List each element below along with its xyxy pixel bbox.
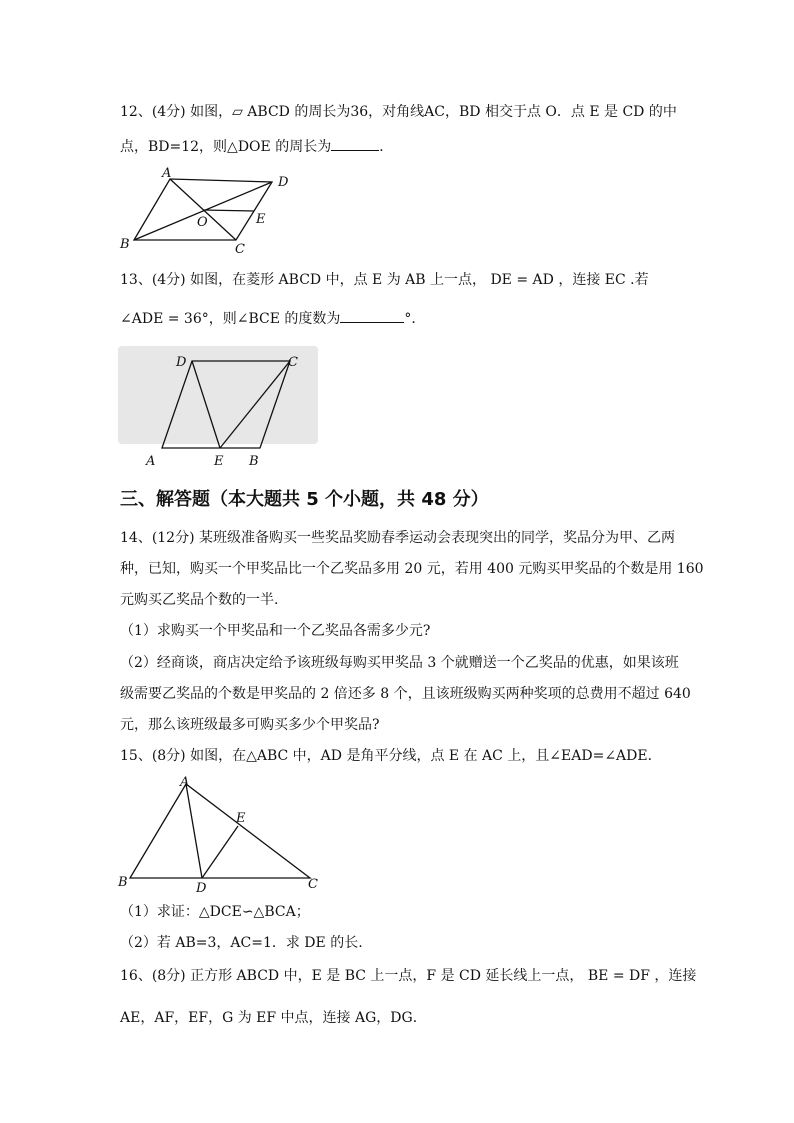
- q15-triangle-figure: [112, 774, 328, 896]
- q14-part-2-line-1: （2）经商谈，商店决定给予该班级每购买甲奖品 3 个就赠送一个乙奖品的优惠，如果该班: [120, 655, 679, 671]
- q12-line-2: [120, 134, 393, 157]
- q15-label-c: C: [308, 877, 318, 892]
- q13-rhombus-figure: [116, 342, 326, 470]
- q12-label-e: E: [256, 212, 266, 227]
- q13-answer-blank: [340, 306, 404, 323]
- q13-line-1: 13、(4分) 如图，在菱形 ABCD 中，点 E 为 AB 上一点， DE = AD ，连接 EC .若: [120, 272, 649, 288]
- q12-label-c: C: [235, 242, 245, 256]
- q15-line-1: 15、(8分) 如图，在△ABC 中，AD 是角平分线，点 E 在 AC 上，且∠EAD=∠ADE．: [120, 748, 662, 764]
- q13-label-a: A: [146, 454, 156, 469]
- q15-segment-ad: [186, 784, 202, 878]
- q12-label-a: A: [162, 166, 172, 181]
- q13-label-c: C: [288, 355, 298, 370]
- q16-line-2: AE，AF，EF，G 为 EF 中点，连接 AG，DG．: [120, 1010, 427, 1026]
- q13-line-2: [120, 306, 425, 329]
- q12-line-2-end: ．: [379, 139, 394, 155]
- q14-line-3: 元购买乙奖品个数的一半.: [120, 592, 279, 608]
- q12-label-b: B: [120, 237, 130, 252]
- q15-part-2: （2）若 AB=3，AC=1．求 DE 的长.: [120, 935, 363, 951]
- q13-line-2-end: °．: [404, 311, 426, 327]
- q14-line-1: 14、(12分) 某班级准备购买一些奖品奖励春季运动会表现突出的同学，奖品分为甲、乙两: [120, 530, 676, 546]
- q12-parallelogram-figure: [112, 164, 312, 256]
- q14-line-2: 种，已知，购买一个甲奖品比一个乙奖品多用 20 元，若用 400 元购买甲奖品的个数是用 160: [120, 561, 704, 577]
- q15-triangle-abc: [130, 784, 310, 878]
- q14-part-2-line-2: 级需要乙奖品的个数是甲奖品的 2 倍还多 8 个，且该班级购买两种奖项的总费用不超过 640: [120, 686, 691, 702]
- q14-part-2-line-3: 元，那么该班级最多可购买多少个甲奖品?: [120, 717, 380, 733]
- q15-segment-de: [202, 826, 238, 878]
- q12-diagonal-ac: [170, 179, 236, 240]
- q13-line-2-text: ∠ADE = 36°，则∠BCE 的度数为: [120, 311, 341, 327]
- q15-label-b: B: [118, 875, 128, 890]
- q15-label-a: A: [180, 775, 190, 790]
- q13-label-e: E: [214, 454, 224, 469]
- q12-answer-blank: [331, 134, 379, 151]
- q13-label-d: D: [176, 355, 187, 370]
- q12-segment-oe: [203, 210, 254, 211]
- section-3-heading: 三、解答题（本大题共 5 个小题，共 48 分）: [120, 489, 489, 510]
- q14-part-1: （1）求购买一个甲奖品和一个乙奖品各需多少元?: [120, 623, 431, 639]
- q12-line-2-text: 点，BD=12，则△DOE 的周长为: [120, 139, 332, 155]
- q12-label-o: O: [197, 215, 208, 230]
- q12-line-1: 12、(4分) 如图，▱ ABCD 的周长为36，对角线AC，BD 相交于点 O．点 E 是 CD 的中: [120, 104, 677, 120]
- q16-line-1: 16、(8分) 正方形 ABCD 中，E 是 BC 上一点，F 是 CD 延长线上一点， BE = DF ，连接: [120, 968, 697, 984]
- q12-label-d: D: [278, 175, 289, 190]
- q15-part-1: （1）求证：△DCE∽△BCA；: [120, 904, 310, 920]
- q13-label-b: B: [249, 454, 259, 469]
- q15-label-d: D: [196, 881, 207, 896]
- q15-label-e: E: [236, 811, 246, 826]
